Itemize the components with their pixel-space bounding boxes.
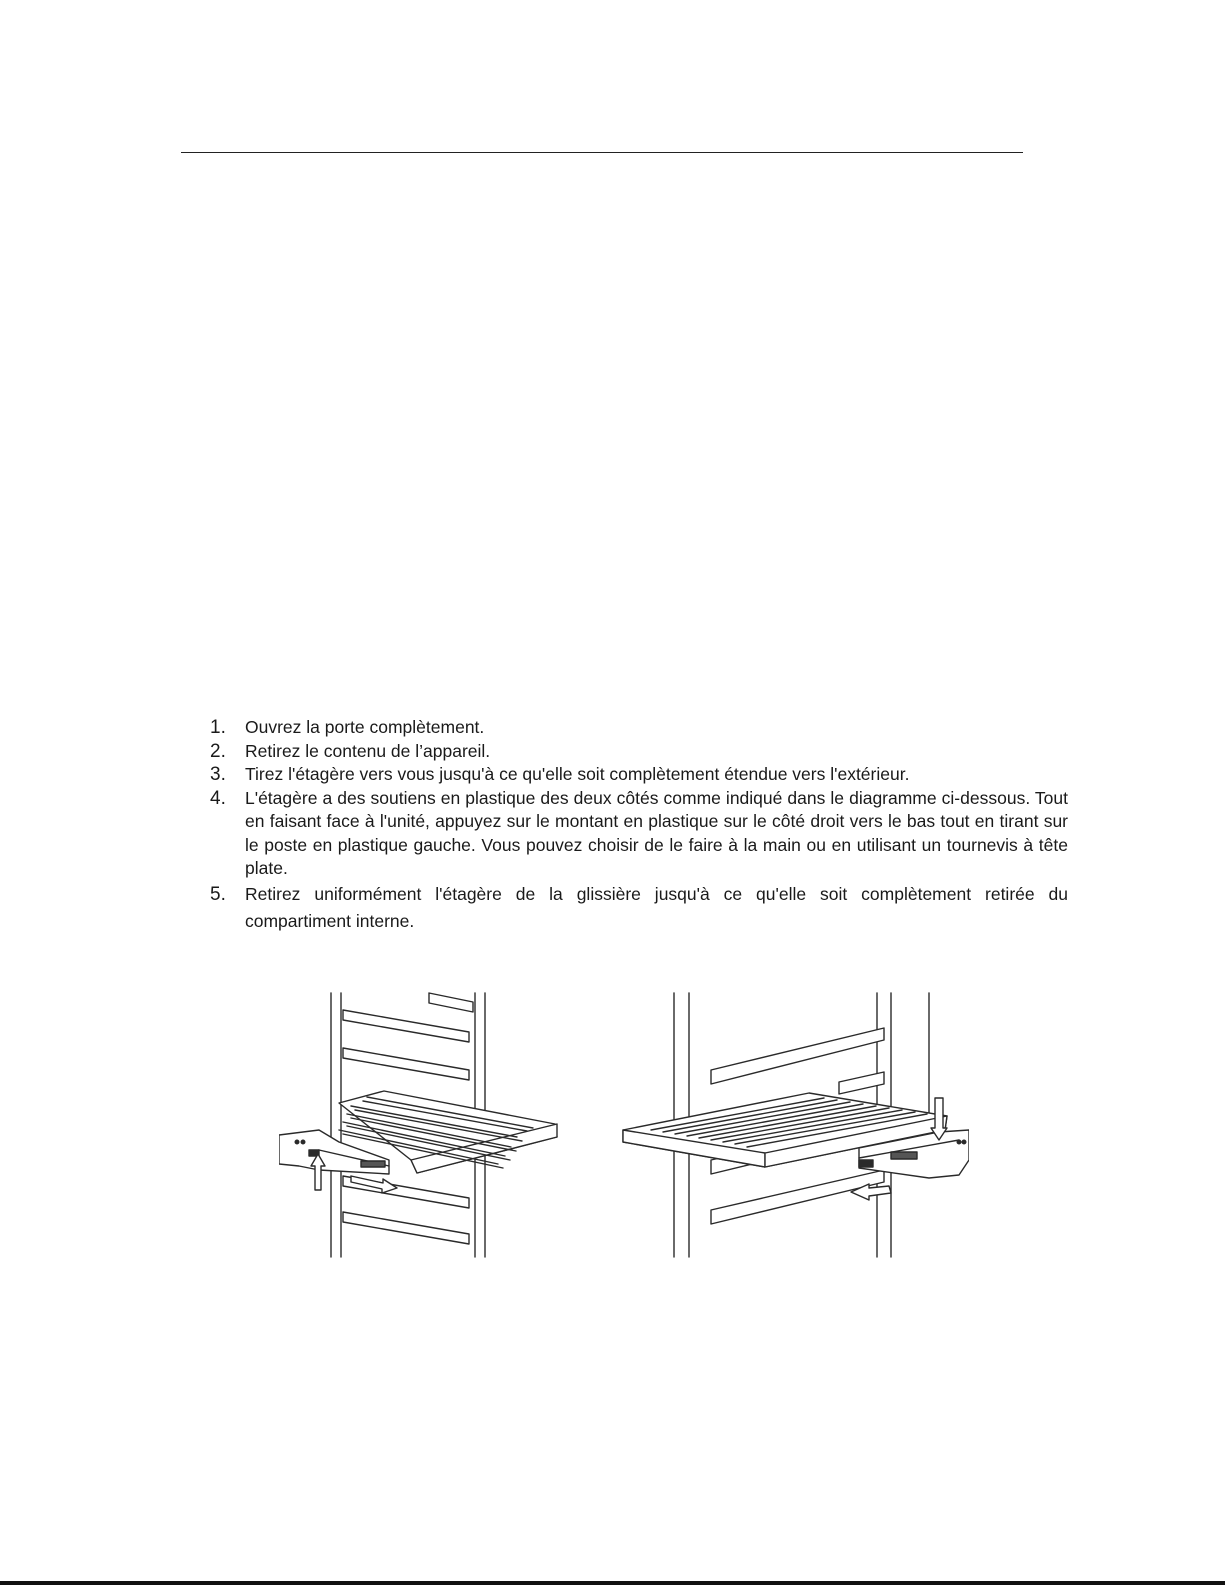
instruction-step-4 [210,787,1068,881]
shelf-right-support-diagram [623,993,969,1257]
step-number: 1. [210,717,226,738]
instruction-step-3 [210,763,1068,787]
instruction-step-1 [210,716,1068,740]
step-number: 3. [210,764,226,785]
step-number: 4. [210,787,226,809]
shelf-left-support-diagram [279,993,557,1257]
header-rule [181,152,1023,153]
step-text: L'étagère a des soutiens en plastique des deux côtés comme indiqué dans le diagramme ci-dessous. Tout en faisant face à l'unité, appuyez sur le montant en plastique sur le côté droit vers le bas tout en tirant sur le poste en plastique gauche. Vous pouvez choisir de le faire à la main ou en utilisant un tournevis à tête plate. [245,787,1068,878]
step-number: 5. [210,883,226,905]
instruction-list [210,716,1068,935]
step-text: Retirez le contenu de l’appareil. [245,740,491,761]
step-number: 2. [210,740,226,762]
step-text: Retirez uniformément l'étagère de la glissière jusqu'à ce qu'elle soit complètement retirée du compartiment interne. [245,883,1068,931]
instruction-step-2 [210,740,1068,764]
step-text: Tirez l'étagère vers vous jusqu'à ce qu'elle soit complètement étendue vers l'extérieur. [245,764,910,784]
shelf-removal-illustration [279,990,969,1260]
instruction-step-5 [210,881,1068,935]
page-bottom-edge [0,1581,1225,1585]
step-text: Ouvrez la porte complètement. [245,717,485,737]
